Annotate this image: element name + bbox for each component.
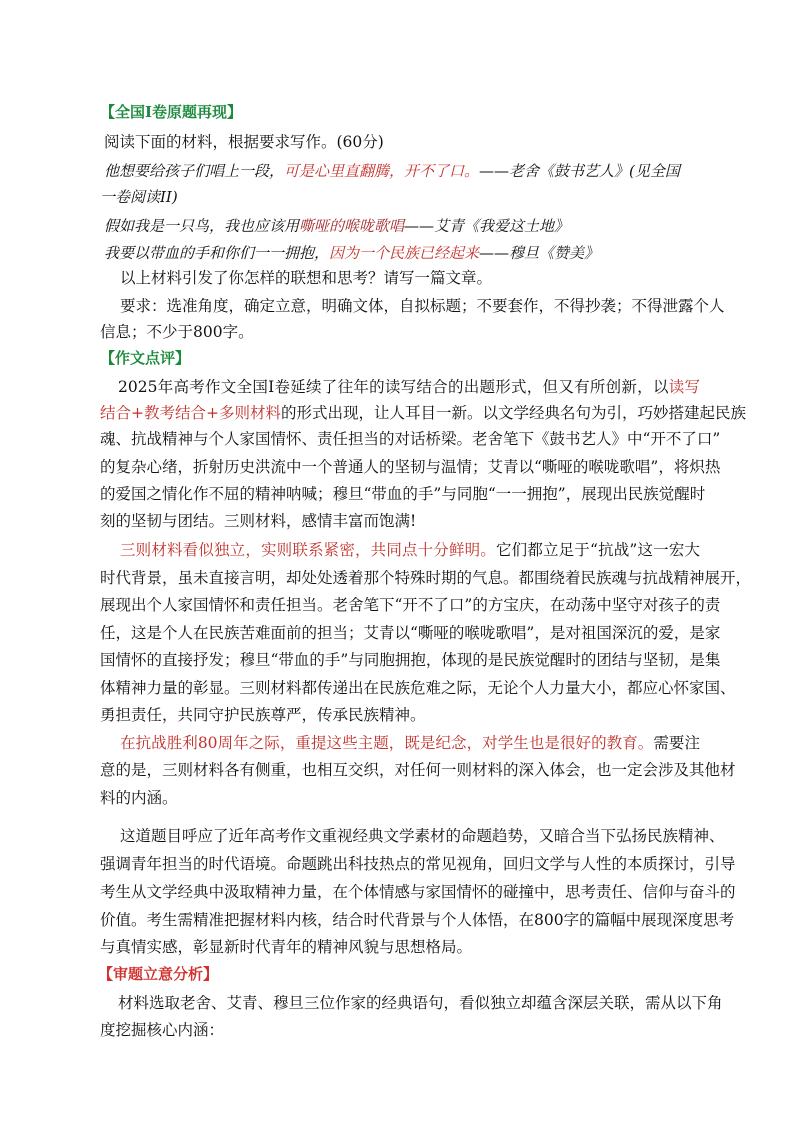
material-1-line-1 [104, 158, 704, 184]
commentary-p2-line-1 [120, 537, 700, 563]
commentary-p4-line-4: 价值。考生需精准把握材料内核，结合时代背景与个人体悟，在800字的篇幅中展现深度思考 [100, 911, 735, 929]
commentary-p1-line-1 [118, 374, 700, 400]
commentary-p4-line-1: 这道题目呼应了近年高考作文重视经典文学素材的命题趋势，又暗合当下弘扬民族精神、 [120, 827, 725, 845]
commentary-p1-line-2 [100, 400, 746, 426]
material-2-text-a: 假如我是一只鸟，我也应该用 [104, 217, 300, 235]
commentary-p3-line-2: 意的是，三则材料各有侧重，也相互交织，对任何一则材料的深入体会，也一定会涉及其他材 [100, 761, 736, 779]
commentary-p1-line-3: 魂、抗战精神与个人家国情怀、责任担当的对话桥梁。老舍笔下《鼓书艺人》中“开不了口” [100, 430, 721, 448]
commentary-p2-line-7: 勇担责任，共同守护民族尊严，传承民族精神。 [100, 706, 426, 724]
material-3-line [104, 240, 704, 266]
commentary-p4-line-5: 与真情实感，彰显新时代青年的精神风貌与思想格局。 [100, 938, 473, 956]
analysis-line-1: 材料选取老舍、艾青、穆旦三位作家的经典语句，看似独立却蕴含深层关联，需从以下角 [118, 994, 723, 1012]
instruction-text: 阅读下面的材料，根据要求写作。(60分) [104, 133, 384, 151]
commentary-p1-line-5: 的爱国之情化作不屈的精神呐喊；穆旦“带血的手”与同胞“一一拥抱”，展现出民族觉醒时 [100, 485, 706, 503]
commentary-p3-line-3: 料的内涵。 [100, 789, 178, 807]
requirement-line-2: 信息；不少于800字。 [100, 323, 254, 341]
material-3-text-a: 我要以带血的手和你们一一拥抱， [104, 244, 330, 262]
commentary-p2-highlight: 三则材料看似独立，实则联系紧密，共同点十分鲜明。 [120, 541, 496, 559]
commentary-p3-line-1 [120, 730, 700, 756]
section-heading-analysis: 【审题立意分析】 [98, 965, 219, 983]
commentary-p2-line-2: 时代背景，虽未直接言明，却处处透着那个特殊时期的气息。都围绕着民族魂与抗战精神展开， [100, 569, 752, 587]
material-2-line [104, 213, 704, 239]
question-text: 以上材料引发了你怎样的联想和思考？请写一篇文章。 [120, 269, 493, 287]
material-2-source: ——艾青《我爱这土地》 [404, 217, 570, 235]
material-3-highlight: 因为一个民族已经起来 [329, 244, 480, 262]
material-1-highlight: 可是心里直翻腾，开不了口。 [284, 162, 480, 180]
material-1-source: ——老舍《鼓书艺人》(见全国 [479, 162, 680, 180]
material-3-source: ——穆旦《赞美》 [479, 244, 600, 262]
commentary-p2-line-6: 体精神力量的彰显。三则材料都传递出在民族危难之际，无论个人力量大小，都应心怀家国、 [100, 679, 736, 697]
commentary-p1-highlight-b: 结合+教考结合+多则材料 [100, 404, 281, 422]
material-1-text-a: 他想要给孩子们唱上一段， [104, 162, 285, 180]
commentary-p3-highlight: 在抗战胜利80周年之际，重提这些主题，既是纪念，对学生也是很好的教育。 [120, 734, 654, 752]
material-2-highlight: 嘶哑的喉咙歌唱 [299, 217, 405, 235]
commentary-p1-text-b: 的形式出现，让人耳目一新。以文学经典名句为引，巧妙搭建起民族 [280, 404, 746, 422]
material-1-line-2: 一卷阅读II) [100, 188, 178, 206]
analysis-line-2: 度挖掘核心内涵： [100, 1021, 225, 1039]
commentary-p3-text-a: 需要注 [653, 734, 700, 752]
commentary-p2-line-3: 展现出个人家国情怀和责任担当。老舍笔下“开不了口”的方宝庆，在动荡中坚守对孩子的责 [100, 596, 721, 614]
section-heading-original-question: 【全国Ⅰ卷原题再现】 [100, 103, 243, 121]
commentary-p1-text-a: 2025年高考作文全国Ⅰ卷延续了往年的读写结合的出题形式，但又有所创新，以 [118, 378, 669, 396]
commentary-p1-line-6: 刻的坚韧与团结。三则材料，感情丰富而饱满! [100, 512, 417, 530]
commentary-p2-text-a: 它们都立足于“抗战”这一宏大 [495, 541, 700, 559]
commentary-p1-line-4: 的复杂心绪，折射历史洪流中一个普通人的坚韧与温情；艾青以“嘶哑的喉咙歌唱”，将炽热 [100, 458, 721, 476]
section-heading-commentary: 【作文点评】 [100, 349, 191, 367]
commentary-p4-line-3: 考生从文学经典中汲取精神力量，在个体情感与家国情怀的碰撞中，思考责任、信仰与奋斗的 [100, 883, 736, 901]
commentary-p4-line-2: 强调青年担当的时代语境。命题跳出科技热点的常见视角，回归文学与人性的本质探讨，引导 [100, 855, 736, 873]
commentary-p2-line-4: 任，这是个人在民族苦难面前的担当；艾青以“嘶哑的喉咙歌唱”，是对祖国深沉的爱，是家 [100, 624, 721, 642]
commentary-p2-line-5: 国情怀的直接抒发；穆旦“带血的手”与同胞拥抱，体现的是民族觉醒时的团结与坚韧，是集 [100, 651, 721, 669]
requirement-line-1: 要求：选准角度，确定立意，明确文体，自拟标题；不要套作，不得抄袭；不得泄露个人 [120, 297, 725, 315]
commentary-p1-highlight-a: 读写 [668, 378, 700, 396]
